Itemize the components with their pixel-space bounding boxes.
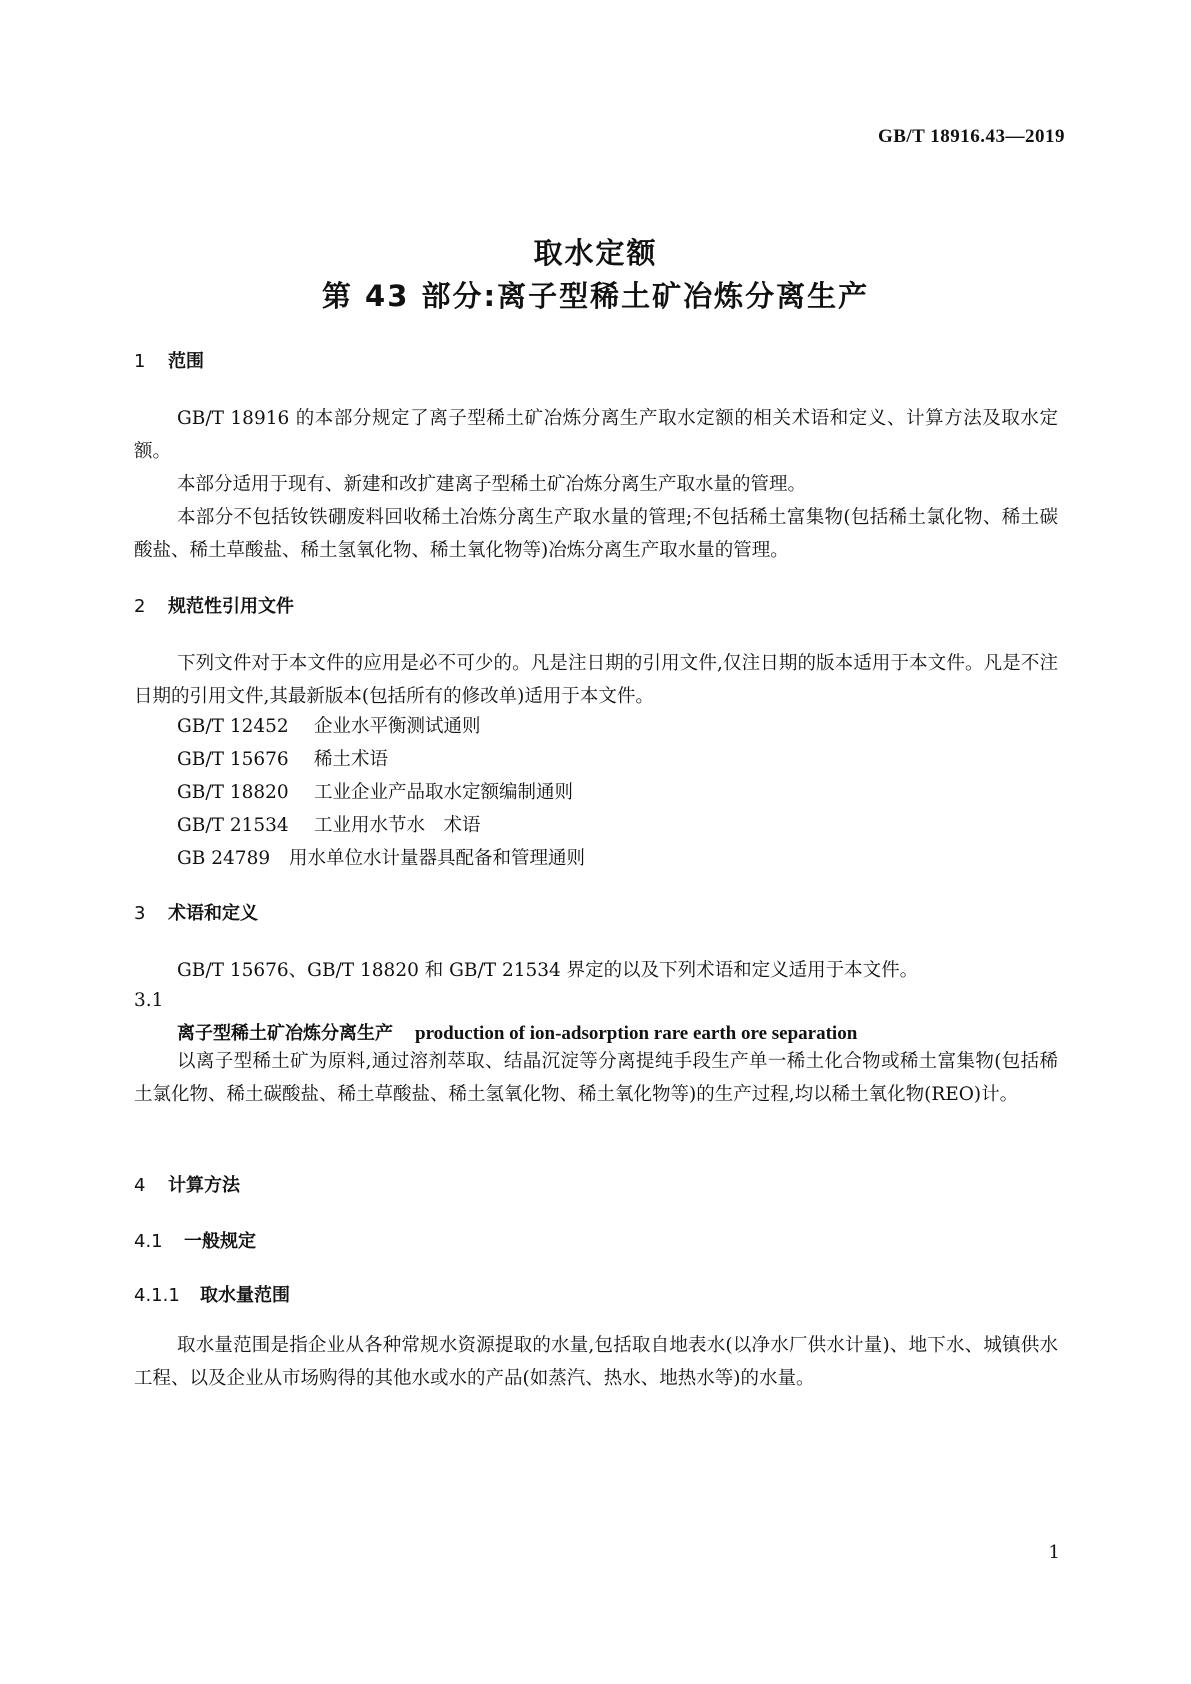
reference-item [177,712,481,738]
reference-title: 企业水平衡测试通则 [314,716,481,737]
section-2-paragraph-1: 下列文件对于本文件的应用是必不可少的。凡是注日期的引用文件,仅注日期的版本适用于本文件。凡是不注日期的引用文件,其最新版本(包括所有的修改单)适用于本文件。 [134,653,1058,707]
section-title: 计算方法 [168,1175,240,1196]
reference-item [177,811,481,837]
reference-item [177,745,388,771]
reference-code: GB/T 15676 [177,749,289,770]
reference-code: GB 24789 [177,848,271,869]
reference-code: GB/T 12452 [177,716,289,737]
subsection-4-1-1-heading [134,1281,290,1307]
term-definition: 以离子型稀土矿为原料,通过溶剂萃取、结晶沉淀等分离提纯手段生产单一稀土化合物或稀土富集物(包括稀土氯化物、稀土碳酸盐、稀土草酸盐、稀土氢氧化物、稀土氧化物等)的生产过程,均以稀土氧化物(REO)计。 [134,1051,1058,1105]
document-subtitle: 第 43 部分:离子型稀土矿冶炼分离生产 [321,279,870,313]
subsection-number: 4.1.1 [134,1285,180,1306]
section-1-paragraph-1: GB/T 18916 的本部分规定了离子型稀土矿冶炼分离生产取水定额的相关术语和定义、计算方法及取水定额。 [134,408,1058,462]
section-title: 术语和定义 [168,903,258,924]
term-entry [177,1019,857,1045]
reference-title: 工业用水节水 术语 [314,815,481,836]
section-3-heading [134,899,258,925]
section-1-paragraph-3: 本部分不包括钕铁硼废料回收稀土冶炼分离生产取水量的管理;不包括稀土富集物(包括稀土氯化物、稀土碳酸盐、稀土草酸盐、稀土氢氧化物、稀土氧化物等)冶炼分离生产取水量的管理。 [134,507,1058,561]
reference-item [177,844,585,870]
section-number: 3 [134,903,146,924]
subsection-title: 取水量范围 [200,1285,290,1306]
reference-title: 用水单位水计量器具配备和管理通则 [289,848,586,869]
subsection-number: 4.1 [134,1231,163,1252]
section-number: 2 [134,596,146,617]
section-3-paragraph-1: GB/T 15676、GB/T 18820 和 GB/T 21534 界定的以及下列术语和定义适用于本文件。 [177,960,919,981]
section-title: 规范性引用文件 [168,596,294,617]
section-4-paragraph-1: 取水量范围是指企业从各种常规水资源提取的水量,包括取自地表水(以净水厂供水计量)、地下水、城镇供水工程、以及企业从市场购得的其他水或水的产品(如蒸汽、热水、地热水等)的水量。 [134,1335,1058,1389]
section-1-heading [134,347,204,373]
reference-title: 工业企业产品取水定额编制通则 [314,782,574,803]
section-2-heading [134,592,294,618]
reference-code: GB/T 18820 [177,782,289,803]
term-chinese: 离子型稀土矿冶炼分离生产 [177,1023,393,1044]
section-1-paragraph-2: 本部分适用于现有、新建和改扩建离子型稀土矿冶炼分离生产取水量的管理。 [177,474,807,495]
section-number: 1 [134,351,146,372]
reference-title: 稀土术语 [314,749,389,770]
page-number: 1 [1048,1542,1060,1563]
subsection-title: 一般规定 [184,1231,256,1252]
term-number: 3.1 [134,990,164,1011]
section-number: 4 [134,1175,146,1196]
section-4-heading [134,1171,240,1197]
reference-item [177,778,573,804]
standard-code: GB/T 18916.43—2019 [877,126,1065,147]
term-english: production of ion-adsorption rare earth ore separation [415,1023,858,1044]
document-title: 取水定额 [533,236,658,270]
section-title: 范围 [168,351,204,372]
reference-code: GB/T 21534 [177,815,289,836]
subsection-4-1-heading [134,1227,256,1253]
